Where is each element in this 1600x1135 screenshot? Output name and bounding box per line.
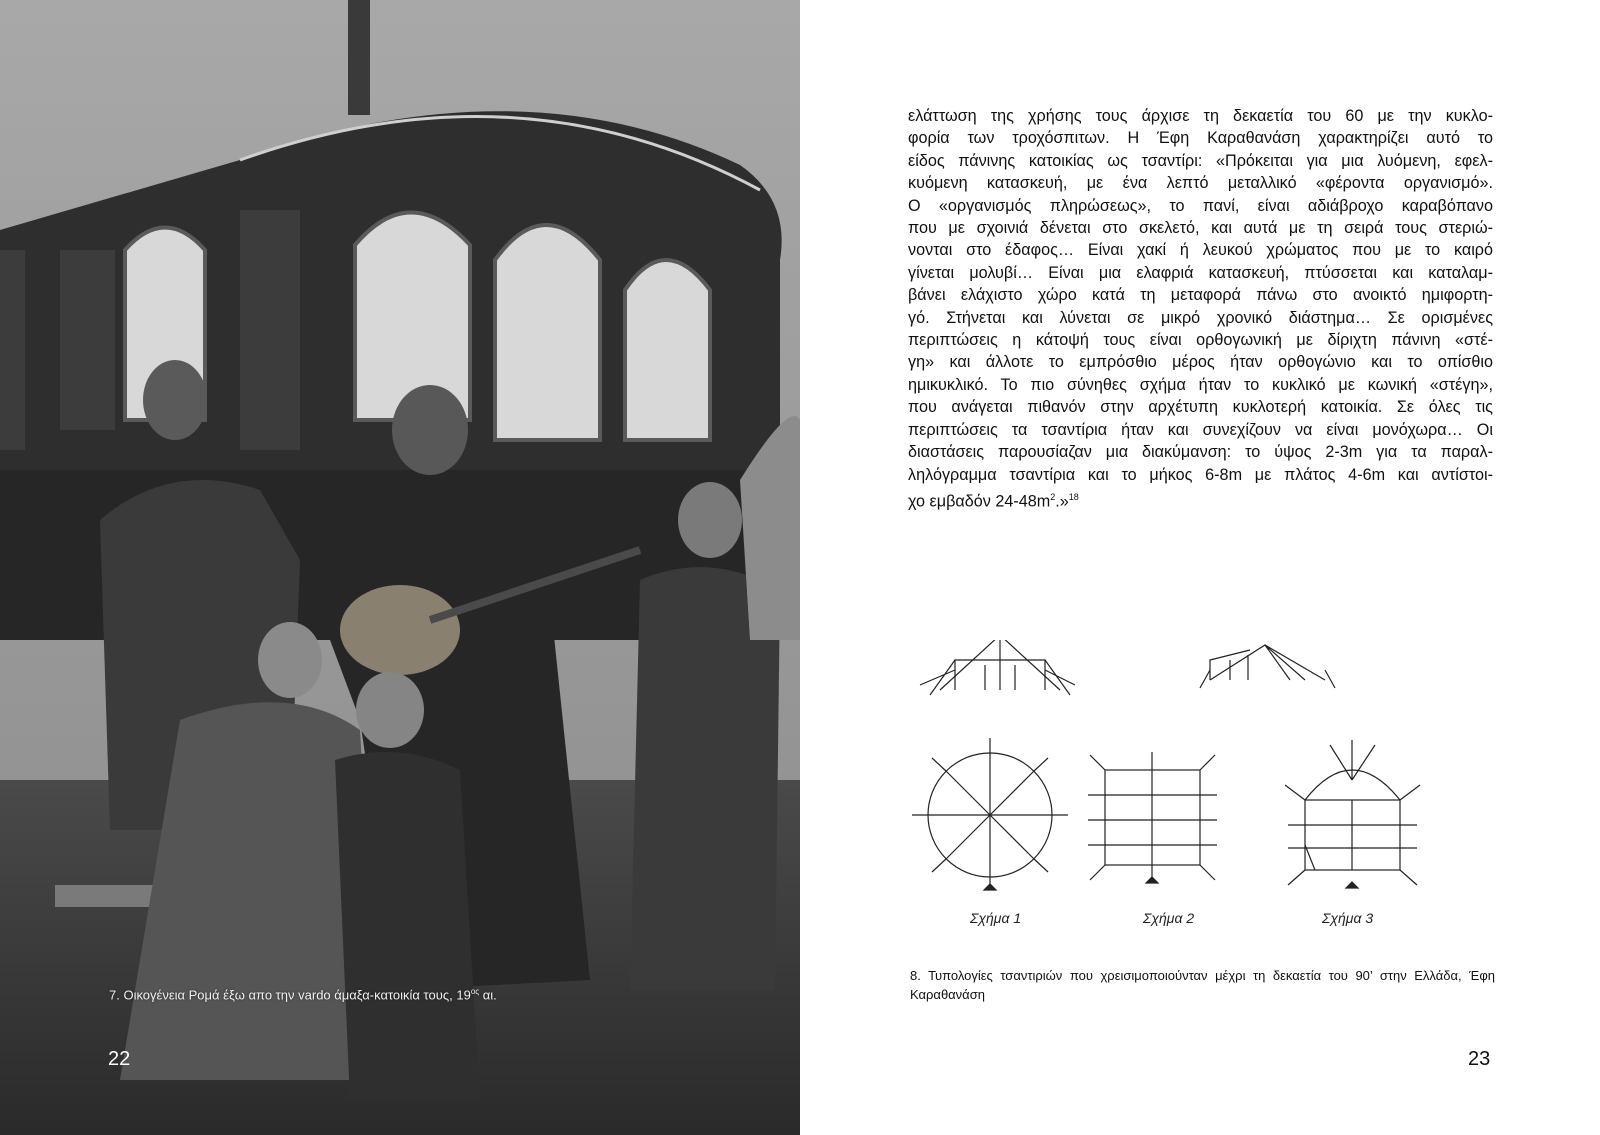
figure-label-1: Σχήμα 1: [970, 910, 1022, 926]
body-line: γη» και άλλοτε το εμπρόσθιο μέρος ήταν ορθογώνιο και το οπίσθιο: [908, 353, 1493, 372]
figure-caption: 8. Τυπολογίες τσαντιριών που χρεισιμοποιούνταν μέχρι τη δεκαετία του 90’ στην Ελλάδα, Έφη Καραθανάση: [910, 968, 1495, 1002]
body-line: νονται στο έδαφος… Είναι χακί ή λευκού χρώματος που με το καιρό: [908, 241, 1493, 260]
photo-caption: 7. Οικογένεια Ρομά έξω απο την vardo άμαξα-κατοικία τους, $19^{o\varsigma}$ αι.: [109, 987, 497, 1003]
tent-typology-figure: [910, 640, 1490, 940]
body-line: διαστάσεις παρουσίαζαν μια διακύμανση: το ύψος 2-3m για τα παραλ-: [908, 443, 1493, 462]
tent-elevation-sketch-2: [1200, 645, 1335, 688]
body-line: είδος πάνινης κατοικίας ως τσαντίρι: «Πρόκειται για μια λυόμενη, εφελ-: [908, 151, 1493, 170]
page-number-left: 22: [108, 1048, 131, 1070]
right-page: [800, 0, 1600, 1135]
body-text: [908, 105, 1493, 513]
body-line-last: χο εμβαδόν $24-48m^2.»^{18}$: [908, 491, 1079, 511]
body-line: ληλόγραμμα τσαντίρια και το μήκος 6-8m με πλάτος 4-6m και αντίστοι-: [908, 465, 1493, 484]
body-line: που ανάγεται πιθανόν στην αρχέτυπη κυκλοτερή κατοικία. Σε όλες τις: [908, 398, 1493, 417]
body-line: γό. Στήνεται και λύνεται σε μικρό χρονικό διάστημα… Σε ορισμένες: [908, 308, 1493, 327]
body-line: περιπτώσεις η κάτοψή τους είναι ορθογωνική με δίριχτη πάνινη «στέ-: [908, 331, 1493, 350]
body-line: βάνει ελάχιστο χώρο κατά τη μεταφορά πάνω στο ανοικτό ημιφορτη-: [908, 286, 1493, 305]
body-line: ημικυκλικό. Το πιο σύνηθες σχήμα ήταν το κυκλικό με κωνική «στέγη»,: [908, 375, 1493, 394]
body-line: γίνεται μολυβί… Είναι μια ελαφριά κατασκευή, πτύσσεται και καταλαμ-: [908, 263, 1493, 282]
figure-label-3: Σχήμα 3: [1322, 910, 1374, 926]
body-line: φορία των τροχόσπιτων. Η Έφη Καραθανάση χαρακτηρίζει αυτό το: [908, 129, 1493, 148]
footnote-ref[interactable]: 18: [1068, 491, 1079, 502]
tent-plan-circular: [912, 738, 1068, 890]
body-line: που με σχοινιά δένεται στο σκελετό, και αυτά με τη σειρά τους στεριώ-: [908, 219, 1493, 238]
tent-plan-rectangular: [1088, 752, 1217, 883]
body-line: Ο «οργανισμός πληρώσεως», το πανί, είναι αδιάβροχο καραβόπανο: [908, 196, 1493, 215]
body-line: ελάττωση της χρήσης τους άρχισε τη δεκαετία του 60 με την κυκλο-: [908, 107, 1493, 125]
figure-label-2: Σχήμα 2: [1143, 910, 1195, 926]
tent-elevation-sketch-1: [920, 640, 1075, 695]
tent-plan-semicircular: [1285, 740, 1420, 888]
body-line: περιπτώσεις τα τσαντίρια ήταν και συνεχίζουν να είναι μονόχωρα… Οι: [908, 420, 1493, 439]
page-number-right: 23: [1468, 1048, 1491, 1070]
body-line: κυόμενη κατασκευή, με ένα λεπτό μεταλλικό «φέροντα οργανισμό».: [908, 174, 1493, 193]
